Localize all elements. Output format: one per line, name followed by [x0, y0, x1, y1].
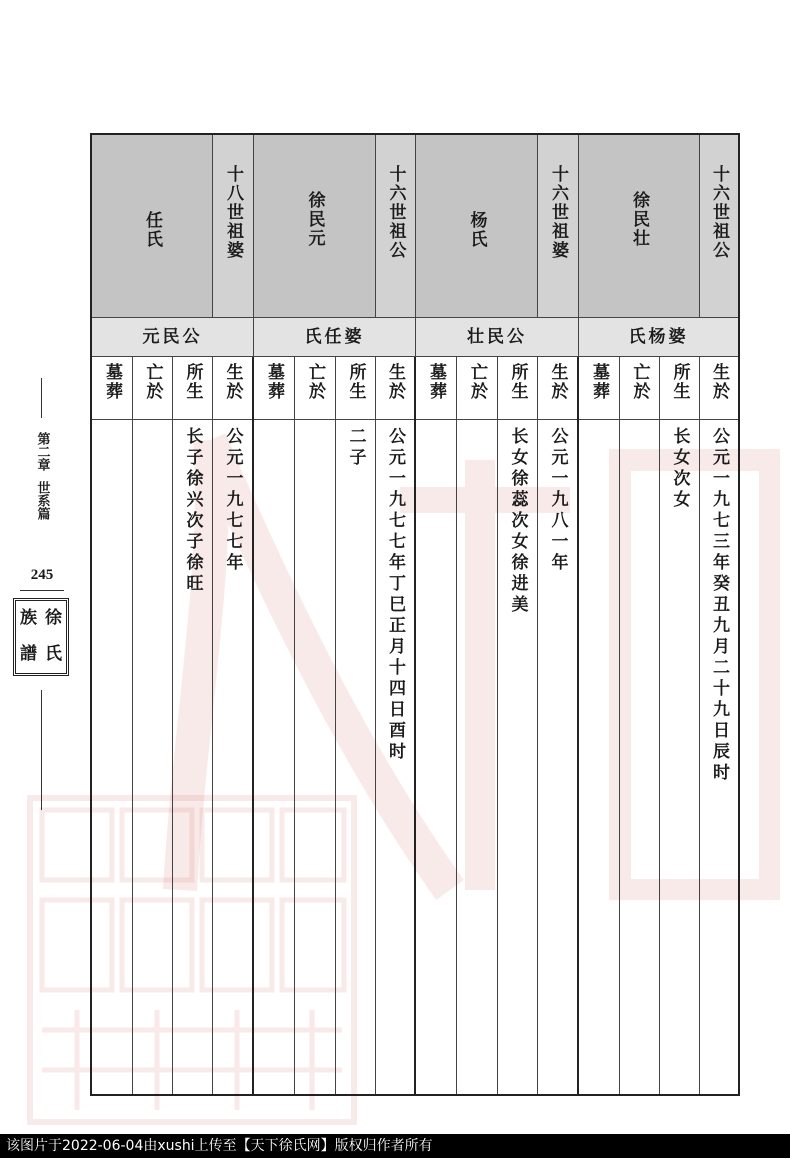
burial-column: [579, 357, 620, 1094]
seal-char: 氏: [45, 644, 62, 664]
burial-column: [92, 357, 133, 1094]
side-seal: [13, 598, 69, 676]
person-name: 任氏: [142, 211, 162, 249]
seal-char: 譜: [20, 644, 37, 664]
generation-header: [213, 135, 254, 317]
death-label: 亡於: [305, 363, 325, 401]
person-name: 徐民壮: [629, 191, 649, 248]
burial-label: 墓葬: [589, 363, 609, 401]
birth-label: 生於: [547, 363, 568, 401]
issue-value: 二子: [345, 427, 366, 469]
birth-label: 生於: [385, 363, 405, 401]
birth-value: 公元一九八一年: [547, 427, 568, 574]
death-label: 亡於: [142, 363, 163, 401]
person-name: 杨氏: [466, 211, 487, 249]
birth-column: [376, 357, 416, 1094]
generation-header: [538, 135, 579, 317]
generation-title: 十八世祖婆: [223, 165, 243, 260]
spouse-band: 壮民公: [416, 317, 579, 357]
birth-value: 公元一九七七年丁巳正月十四日酉时: [385, 427, 405, 763]
issue-value: 长女次女: [669, 427, 690, 511]
issue-column: [336, 357, 376, 1094]
spouse-band: 氏杨婆: [579, 317, 738, 357]
issue-label: 所生: [507, 363, 528, 401]
issue-column: [173, 357, 213, 1094]
name-header: [92, 135, 213, 317]
chapter-label: [30, 432, 54, 520]
issue-label: 所生: [669, 363, 690, 401]
name-header: [254, 135, 376, 317]
chapter-text: 第二章: [34, 432, 50, 471]
name-header: [579, 135, 700, 317]
birth-label: 生於: [222, 363, 243, 401]
birth-label: 生於: [709, 363, 729, 401]
generation-title: 十六世祖公: [709, 165, 729, 260]
burial-label: 墓葬: [426, 363, 446, 401]
side-rule-bottom: [41, 690, 42, 810]
side-rule-mid: [20, 590, 64, 591]
death-label: 亡於: [629, 363, 650, 401]
person-name: 徐民元: [304, 191, 325, 248]
burial-column: [416, 357, 457, 1094]
spouse-band: 氏任婆: [254, 317, 416, 357]
death-column: [457, 357, 498, 1094]
generation-title: 十六世祖公: [385, 165, 406, 260]
birth-value: 公元一九七三年癸丑九月二十九日辰时: [709, 427, 729, 784]
seal-char: 族: [20, 608, 37, 628]
birth-column: [538, 357, 579, 1094]
genealogy-table: [90, 133, 740, 1096]
side-rule-top: [41, 378, 42, 418]
burial-column: [254, 357, 295, 1094]
birth-column: [213, 357, 254, 1094]
issue-column: [498, 357, 538, 1094]
birth-value: 公元一九七七年: [222, 427, 243, 574]
issue-label: 所生: [182, 363, 203, 401]
death-column: [295, 357, 336, 1094]
spouse-band: 元民公: [92, 317, 254, 357]
burial-label: 墓葬: [264, 363, 284, 401]
death-column: [620, 357, 660, 1094]
upload-credit-bar: 该图片于2022-06-04由xushi上传至【天下徐氏网】版权归作者所有: [0, 1134, 790, 1158]
birth-column: [700, 357, 738, 1094]
death-label: 亡於: [467, 363, 487, 401]
generation-header: [700, 135, 738, 317]
generation-title: 十六世祖婆: [548, 165, 568, 260]
issue-column: [660, 357, 700, 1094]
issue-value: 长女徐蕊次女徐进美: [507, 427, 528, 616]
issue-value: 长子徐兴次子徐旺: [182, 427, 203, 595]
death-column: [133, 357, 173, 1094]
issue-label: 所生: [345, 363, 366, 401]
seal-char: 徐: [45, 608, 62, 628]
section-text: 世系篇: [34, 481, 50, 520]
page-number: 245: [30, 567, 54, 583]
name-header: [416, 135, 538, 317]
generation-header: [376, 135, 416, 317]
burial-label: 墓葬: [102, 363, 122, 401]
